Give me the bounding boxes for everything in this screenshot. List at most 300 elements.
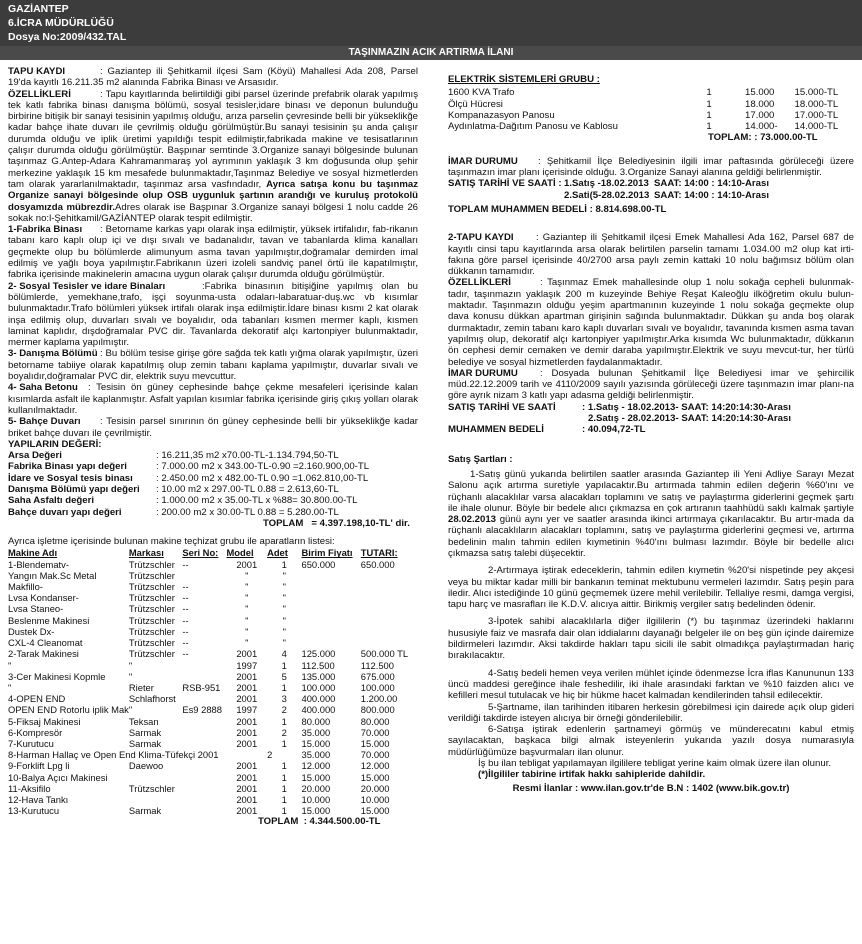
machine-cell: 70.000: [360, 726, 390, 738]
machine-cell: [182, 738, 226, 749]
machine-row: [8, 716, 418, 727]
s3-label: 3- Danışma Bölümü: [8, 348, 98, 360]
machine-cell: Sarmak: [128, 737, 162, 749]
value-amount: : 2.450.00 m2 x 482.00-TL 0.90 =1.062.810,00-TL: [156, 472, 369, 484]
machine-cell: Trützschler: [128, 648, 175, 660]
electric-cell: 17.000: [745, 109, 775, 121]
machine-cell: CXL-4 Cleanomat: [8, 637, 83, 649]
header-office: 6.İCRA MÜDÜRLÜĞÜ: [8, 17, 114, 29]
machine-cell: 2: [281, 704, 287, 716]
electric-title: ELEKTRİK SİSTEMLERİ GRUBU :: [448, 74, 600, 85]
machine-cell: 125.000: [301, 648, 336, 660]
machine-cell: 650.000: [301, 558, 336, 570]
machine-cell: 2001: [236, 793, 258, 805]
machine-row: [8, 738, 418, 749]
machine-cell: ": [245, 581, 249, 593]
machine-cell: [301, 592, 360, 603]
section-5: [8, 416, 418, 439]
machine-cell: ": [282, 614, 286, 626]
value-amount: : 1.000.00 m2 x 35.00-TL x %88= 30.800.00-TL: [156, 495, 358, 507]
machine-cell: 2: [281, 726, 287, 738]
machine-cell: 1: [281, 659, 287, 671]
ozellik-tail: Adres olarak ise Başpınar 3.Organize sanayi bölgesi 1 nolu cadde 26 sokak no:l-Şehitkamil/GAZİANTEP olarak tespit edilmiştir.: [8, 201, 419, 224]
electric-cell: Ölçü Hücresi: [448, 98, 503, 110]
machine-cell: 675.000: [360, 670, 395, 682]
machine-cell: [361, 626, 418, 637]
machine-cell: 2001: [236, 782, 258, 794]
machine-cell: ": [282, 625, 286, 637]
imar-text: : Şehitkamil İlçe Belediyesinin ilgili imar paftasında görüleceği üzere taşınmazın imar planı içerisinde olduğu. 3.Organize Sanayi alanına geldiği belirlenmiştir.: [448, 155, 854, 179]
machine-cell: 12.000: [301, 760, 331, 772]
s2-text: :Fabrika binasının bitişiğine yapılmış olan bu bölümlerde, yemekhane,trafo, işçi soyunma-usta odaları-labaratuar-duş.wc vb kısımlar bulunmaktadır.Trafo bölümleri yüksek irtifalı olarak inşa edilmiştir.İdare binası kısmı 2 kat olarak inşa edilmiş olup, duvarları sıvalı ve boyalıdır, oda tabanları kısmen mermer kaplı, kısmen laminat kaplıdır, dışdoğramalar PVC dir. Tavanlarda dekoratif alçı kartonpiyer bulunmaktadır, mermer kaplama yapılmıştır.: [8, 280, 418, 349]
machine-cell: [301, 626, 360, 637]
machine-cell: OPEN END Rotorlu iplik Mak: [8, 704, 129, 716]
machine-cell: ": [8, 681, 12, 693]
machine-cell: 10-Balya Açıcı Makinesi: [8, 771, 108, 783]
machine-cell: ": [245, 603, 249, 615]
machine-cell: 500.000 TL: [360, 648, 409, 660]
machine-cell: Dustek Dx-: [8, 625, 55, 637]
machine-row: [8, 749, 418, 760]
machine-cell: 1: [281, 760, 287, 772]
condition-1-date: 28.02.2013: [448, 514, 497, 526]
machine-cell: Lvsa Staneo-: [8, 603, 64, 615]
sale-2-time: SAAT: 14:00 : 14:10-Arası: [654, 189, 769, 201]
value-label: Arsa Değeri: [8, 450, 62, 462]
machine-cell: [182, 760, 226, 771]
machine-row: [8, 671, 418, 682]
conditions-title: Satış Şartları :: [448, 453, 513, 465]
electric-cell: 1: [706, 109, 712, 121]
machine-cell: [361, 592, 418, 603]
machine-cell: 5-Fiksaj Makinesi: [8, 715, 81, 727]
machine-cell: 10.000: [360, 793, 390, 805]
s5-text: : Tesisin parsel sınırının ön güney cephesinde belli bir yükseklikğe kadar briket bahçe duvarı ile çevrilmiştir.: [8, 416, 418, 439]
machine-cell: ": [8, 659, 12, 671]
values-total-row: [8, 518, 410, 529]
right-column: [448, 74, 854, 794]
machine-cell: Es9 2888: [182, 704, 222, 716]
machine-cell: 3-Cer Makinesi Kopmle: [8, 670, 106, 682]
machine-cell: Lvsa Kondanser-: [8, 592, 79, 604]
section-1: [8, 224, 418, 280]
machine-cell: [182, 772, 226, 783]
machine-cell: [361, 615, 418, 626]
value-amount: : 10.00 m2 x 297.00-TL 0.88 = 2.613,60-TL: [156, 483, 339, 495]
condition-1: [448, 469, 854, 559]
machine-cell: Daewoo: [128, 760, 164, 772]
machine-row: [8, 603, 418, 614]
machine-cell: ": [245, 592, 249, 604]
electric-cell: Kompanazasyon Panosu: [448, 109, 555, 121]
electric-cell: 14.000-TL: [794, 121, 839, 133]
machine-cell: 12.000: [360, 760, 390, 772]
machine-cell: 1: [281, 793, 287, 805]
machine-cell: 1: [281, 681, 287, 693]
machine-cell: 112.500: [301, 659, 335, 671]
machine-cell: 1: [281, 805, 287, 817]
condition-5: 5-Şartname, ilan tarihinden itibaren herkesin görebilmesi için dairede açık olup gideri verildiği takdirde isteyen alıcıya bir örneği gönderilebilir.: [448, 701, 854, 724]
machine-header-cell: Seri No:: [182, 547, 219, 559]
condition-1-tail: günü aynı yer ve saatler arasında ikinci artırmaya çıkarılacaktır. Bu artır-mada da rüçhanlı alacaklıların alacakları toplamını, satış ve paylaştırma giderlerini geçmesi ve, artırma bedelinin malın tahmin edilen kıymetinin %40'ını bulması lazımdır. Böyle bir bedelle alıcı çıkmazsa satış talebi düşecektir.: [448, 514, 854, 559]
imar-paragraph: [448, 156, 854, 179]
value-label: Fabrika Binası yapı değeri: [8, 461, 127, 473]
tapu2-paragraph: [448, 232, 854, 277]
electric-cell: 1: [706, 121, 712, 133]
oz2-label: ÖZELLİKLERİ: [448, 277, 511, 289]
machine-cell: ": [282, 581, 286, 593]
machine-cell: 4: [281, 648, 287, 660]
machine-cell: 70.000: [360, 749, 390, 761]
machine-cell: 2001: [236, 693, 258, 705]
electric-cell: 1600 KVA Trafo: [448, 87, 515, 99]
machine-cell: --: [182, 625, 189, 637]
section-3: [8, 348, 418, 382]
tapu-paragraph: [8, 66, 418, 89]
electric-total-label: TOPLAM:: [708, 132, 752, 144]
electric-cell: 1: [706, 98, 712, 110]
machine-cell: 1-Blendematv-: [8, 558, 69, 570]
machine-cell: Teksan: [128, 715, 159, 727]
machine-row: [8, 783, 418, 794]
sale-times-2-table: [448, 402, 791, 436]
electric-cell: 18.000-TL: [794, 98, 839, 110]
machine-cell: 2: [267, 749, 273, 761]
machine-cell: RSB-951: [182, 681, 221, 693]
electric-row: [448, 121, 854, 132]
machine-cell: 1: [281, 782, 287, 794]
machine-cell: 2001: [236, 648, 258, 660]
machine-header-row: [8, 547, 418, 558]
s4-label: 4- Saha Betonu: [8, 382, 78, 394]
machine-cell: 3: [281, 693, 287, 705]
machine-cell: [182, 794, 226, 805]
machine-cell: [301, 615, 360, 626]
machine-cell: [182, 727, 226, 738]
electric-cell: 17.000-TL: [794, 109, 839, 121]
machine-cell: ": [128, 704, 133, 716]
machine-cell: [182, 660, 226, 671]
sale-2: 2.Sati(5-28.02.2013: [564, 189, 650, 201]
machine-cell: 1: [281, 771, 287, 783]
machine-header-cell: Model: [226, 547, 254, 559]
machine-cell: 15.000: [360, 771, 390, 783]
machine-intro: Ayrıca işletme içerisinde bulunan makine teçhizat grubu ile aparatların listesi:: [8, 536, 335, 548]
electric-row: [448, 87, 854, 98]
machine-cell: [361, 581, 418, 592]
machine-cell: 7-Kurutucu: [8, 737, 54, 749]
machine-cell: [301, 637, 360, 648]
machine-cell: 4-OPEN END: [8, 693, 66, 705]
machine-cell: 1997: [236, 704, 258, 716]
values-title: YAPILARIN DEĞERİ:: [8, 438, 102, 450]
machine-cell: Trützschler: [128, 614, 175, 626]
machine-total: : 4.344.500.00-TL: [303, 816, 381, 828]
tapu-text: : Gaziantep ili Şehitkamil ilçesi Sam (Köyü) Mahallesi Ada 208, Parsel 19'da kayıtlı 16.211.35 m2 alanında Fabrika Binası ve Arsasıdır.: [8, 66, 418, 89]
machine-header-cell: Adet: [267, 547, 288, 559]
machine-cell: [301, 603, 360, 614]
machine-cell: --: [182, 581, 189, 593]
condition-2: 2-Artırmaya iştirak edeceklerin, tahmin edilen kıymetin %20'si nispetinde pey akçesi veya bu miktar kadar milli bir bankanın teminat mektubunu vermeleri lazımdır. Satış peşin para iledir. Alıcı istediğinde 10 günü geçmemek üzere mehil verilebilir. Tellaliye resmi, damga vergisi, tapu harç ve masrafları ile K.D.V. alıcıya aittir. Birikmiş vergiler satış bedelinden ödenir.: [448, 565, 854, 611]
values-row: [8, 495, 410, 506]
machine-row: [8, 805, 418, 816]
ozellik-text: : Tapu kayıtlarında belirtildiği gibi parsel üzerinde prefabrik olarak yapılmış tek katlı fabrika binası danışma bölümü, sosyal tesisler,idare binası ve deponun bulunduğu birbirine bitişik bir sanayi tesisinin yapılmış olduğu, arıza parselin çevresinde belli bir yükseklikğe kadar bahçe ihate duvarı ile çevrilmiş olduğu görülmüştür.Bu sanayi tesisinin şu anda çalışır durumda olduğu ve iplik üretimi yapıldığı tespit edilmiştir,fabrikada makine ve tesisatlarının çalışır durumda olduğu görülmüştür. Başpınar semtinde 3.Organize sanayi bölgesinde bulunan taşınmaz G.Antep-Adara Kahramanmaraş yol ayrımının yaklaşık 3 km doğusunda olup şehir merkezine yaklaşık 15 km mesafede bulunmaktadır,Taşınmaz Belediye ve sosyal hizmetlerden tam olarak yararlanılmaktadır, taşınmaz arsa vasfındadır,: [8, 88, 418, 190]
value-label: İdare ve Sosyal tesis binası: [8, 472, 133, 484]
machine-table: [8, 547, 418, 816]
machine-cell: 2001: [236, 726, 258, 738]
ozellik-label: ÖZELLİKLERİ: [8, 88, 71, 100]
machine-row: [8, 637, 418, 648]
value-amount: : 7.000.00 m2 x 343.00-TL-0.90 =2.160.900,00-TL: [156, 461, 370, 473]
machine-cell: 1: [281, 715, 287, 727]
machine-cell: [361, 637, 418, 648]
machine-cell: ": [282, 569, 286, 581]
machine-cell: 2-Tarak Makinesi: [8, 648, 79, 660]
machine-cell: [182, 716, 226, 727]
tapu2-label: 2-TAPU KAYDI: [448, 232, 514, 244]
machine-cell: --: [182, 592, 189, 604]
machine-total-label: TOPLAM: [258, 816, 299, 828]
machine-cell: [361, 603, 418, 614]
machine-row: [8, 772, 418, 783]
machine-row: [8, 693, 418, 704]
electric-cell: 1: [706, 87, 712, 99]
machine-cell: Makfillo-: [8, 581, 43, 593]
machine-cell: Trützschler: [128, 592, 175, 604]
machine-cell: [301, 581, 360, 592]
machine-cell: 2001: [236, 670, 258, 682]
machine-cell: 11-Aksifilo: [8, 782, 51, 794]
machine-cell: ": [245, 637, 249, 649]
notice-title: TAŞINMAZIN ACIK ARTIRMA İLANI: [0, 46, 862, 60]
s4-text: : Tesisin ön güney cephesinde bahçe çekme mesafeleri içerisinde kalan kısımlarda asfalt ile kaplanmıştır. Asfalt yapılan kısımlar fabrika içerisinde giriş çıkış yolları olarak kullanılmaktadır.: [8, 382, 418, 416]
machine-cell: Trützschler: [128, 637, 175, 649]
electric-cell: Aydınlatma-Dağıtım Panosu ve Kablosu: [448, 121, 618, 133]
machine-cell: Trützschler: [128, 782, 175, 794]
s2-label: 2- Sosyal Tesisler ve idare Binaları: [8, 280, 166, 292]
ozellik-bold: Ayrıca satışa konu bu taşınmaz Organize sanayi bölgesinde olup OSB uygunluk şartının arandığı ve kuruluş protokolü dosyamızda mübrezdir.: [8, 178, 418, 213]
machine-cell: Trützschler: [128, 569, 175, 581]
s1-text: : Betorname karkas yapı olarak inşa edilmiştir, yüksek irtifalıdır, fab-rikanın tabanı karo kaplı olup içi ve dışı sıvalı ve badanalıdır, tavan ve tabanlarda klima kanalları geçmekte olup bu bölümlerde alimunyum asma tavan yapılmıştır,doğramalar demirden imal edilmiş ve yağlı boya yapılmıştır.Fabrikanın üzeri izoleli sandviç panel örtü ile kapatılmıştır, fabrika içerisinde makinelerin amacına uygun olarak çalışır durumda olduğu görülmüştür.: [8, 224, 418, 281]
machine-cell: 20.000: [301, 782, 331, 794]
machine-cell: [182, 805, 226, 816]
machine-row: [8, 559, 418, 570]
machine-cell: 650.000: [360, 558, 395, 570]
machine-cell: 12-Hava Tankı: [8, 793, 69, 805]
electric-total-row: [448, 132, 854, 143]
tapu2-text: : Gaziantep ili Şehitkamil ilçesi Emek Mahallesi Ada 162, Parsel 687 de kayıtlı cinsi tapu kayıtlarında arsa olarak belirtilen parselin tamamı 1.034.00 m2 olup kat irti-fakına göre parsel içerisinde 40/2700 arsa paylı zemin kattaki 10 nolu bağımsız bölüm olan dükkanın tamamıdır.: [448, 232, 854, 278]
machine-cell: [182, 693, 226, 704]
machine-cell: 80.000: [360, 715, 390, 727]
machine-cell: --: [182, 648, 189, 660]
machine-row: [8, 570, 418, 581]
sale2-label: SATIŞ TARİHİ VE SAATİ: [448, 401, 556, 413]
oz2-text: : Taşınmaz Emek mahallesinde olup 1 nolu sokağa cepheli bulunmak-tadır, taşınmazın yaklaşık 200 m kuzeyinde Behiye Reşat Kaleoğlu ilköğretim okulu bulun-maktadır. Taşınmazın olduğu yeşim apartmanının kuzeyinde 1 nolu sokağa geçmekte olup dava konusu dükkan apartman girişinin sağında bulunmaktadır. Dükkan şu anda boş olarak durmaktadır, zemin tabanı karo kaplı duvarları sıvalı ve boyalıdır, tavanında kısmen asma tavan yapılmış olup, dekoratif alçı kartonpiyer yapılmıştır.Arka kısımda Wc bulunmaktadır, dükkanın ön cephesi demir cemaken ve demir daraba yapılmıştır.Elektrik ve suyu mevcut-tur, her türlü belediye ve sosyal hizmetlerden faydalanmaktadır.: [448, 277, 854, 368]
values-row: [8, 461, 410, 472]
machine-cell: Trützschler: [128, 581, 175, 593]
machine-cell: Rieter: [128, 681, 154, 693]
machine-row: [8, 760, 418, 771]
machine-cell: ": [245, 569, 249, 581]
machine-cell: [129, 794, 182, 805]
sale-1-time: SAAT: 14:00 : 14:10-Arası: [654, 178, 769, 190]
machine-cell: Yangın Mak.Sc Metal: [8, 569, 97, 581]
machine-row: [8, 626, 418, 637]
electric-cell: 15.000-TL: [794, 87, 839, 99]
imar2-paragraph: [448, 368, 854, 402]
machine-total-row: [8, 816, 418, 827]
s3-text: : Bu bölüm tesise girişe göre sağda tek katlı yığma olarak yapılmıştır, üzeri betorname tabiiye olarak kapatılmış olup zemin tabanı kaplama yapılmıştır, duvarlar sıvalı ve boyalıdır,doğramalar PVC dir, elektrik suyu mevcuttur.: [8, 348, 418, 383]
machine-cell: ": [282, 592, 286, 604]
machine-cell: 2001: [236, 558, 258, 570]
machine-cell: 15.000: [360, 737, 390, 749]
machine-cell: 6-Kompresör: [8, 726, 63, 738]
machine-cell: [182, 671, 226, 682]
machine-cell: 13-Kurutucu: [8, 805, 60, 817]
machine-cell: 20.000: [360, 782, 390, 794]
machine-cell: Schlafhorst: [128, 693, 176, 705]
machine-cell: 9-Forklift Lpg li: [8, 760, 70, 772]
machine-cell: 10.000: [301, 793, 331, 805]
machine-cell: ": [128, 659, 133, 671]
machine-cell: 5: [281, 670, 287, 682]
condition-1-text: 1-Satış günü yukarıda belirtilen saatler arasında Gaziantep ili Yeni Adliye Sarayı Mezat Salonu açık artırma suretiyle yapılacaktır.Bu artırmada tahmin edilen değerin %60'ını ve rüçhanlı alacaklılar varsa alacakları toplamını ve satış ve paylaştırma giderlerini geçmek şartı ile ihale olunur. Böyle bir bedele alıcı çıkmazsa en çok artıranın taahhüdü saklı kalmak şartiyle: [448, 468, 854, 514]
machine-row: [8, 727, 418, 738]
machine-cell: --: [182, 614, 189, 626]
machine-cell: ": [282, 603, 286, 615]
machine-cell: 15.000: [301, 737, 331, 749]
machine-cell: 35.000: [301, 726, 331, 738]
value-label: Danışma Bölümü yapı değeri: [8, 483, 140, 495]
machine-header-cell: Markası: [128, 547, 164, 559]
machine-cell: Trützschler: [128, 625, 175, 637]
value-label: Saha Asfaltı değeri: [8, 495, 95, 507]
condition-7: İş bu ilan tebligat yapılamayan ilgililere tebligat yerine kaim olmak üzere ilan olunur.: [478, 758, 832, 770]
machine-cell: ": [245, 625, 249, 637]
machine-cell: 8-Harman Hallaç ve Open End Klima-Tüfekçi 2001: [8, 749, 219, 761]
machine-cell: [182, 783, 226, 794]
values-table: [8, 450, 410, 529]
imar2-label: İMAR DURUMU: [448, 367, 518, 379]
machine-cell: 80.000: [301, 715, 331, 727]
machine-cell: 100.000: [301, 681, 336, 693]
header-city: GAZİANTEP: [8, 3, 69, 15]
sale-label: SATIŞ TARİHİ VE SAATİ :: [448, 178, 562, 190]
sale-times-table: [448, 178, 769, 201]
official-announcement-line: Resmi İlanlar : www.ilan.gov.tr'de B.N : 1402 (www.bik.gov.tr): [512, 782, 790, 794]
machine-cell: ": [245, 614, 249, 626]
electric-cell: 14.000-: [745, 121, 778, 133]
machine-cell: ": [128, 670, 133, 682]
machine-cell: Trützschler: [128, 603, 175, 615]
electric-cell: 18.000: [745, 98, 775, 110]
machine-cell: 400.000: [301, 693, 336, 705]
machine-cell: 2001: [236, 681, 258, 693]
machine-cell: Trützschler: [128, 558, 175, 570]
machine-cell: --: [182, 637, 189, 649]
machine-cell: Sarmak: [128, 805, 162, 817]
electric-table: [448, 87, 854, 132]
imar-label: İMAR DURUMU: [448, 155, 518, 167]
machine-cell: Sarmak: [128, 726, 162, 738]
electric-cell: 15.000: [745, 87, 775, 99]
appraisal2-label: MUHAMMEN BEDELİ: [448, 424, 544, 436]
condition-6: 6-Satışa iştirak edenlerin şartnameyi görmüş ve münderecatını kabul etmiş sayılacaktan, başkaca bilgi almak isteyenlerin yukarıda yazılı dosya numarasıyla müdürlüğümüze başvurmaları ilan olunur.: [448, 724, 854, 758]
values-total: = 4.397.198,10-TL' dir.: [311, 517, 410, 529]
machine-cell: 15.000: [301, 805, 331, 817]
machine-cell: 2001: [236, 737, 258, 749]
machine-header-cell: TUTARI:: [360, 547, 398, 559]
sale-1: 1.Satış -18.02.2013: [564, 178, 649, 190]
values-row: [8, 450, 410, 461]
machine-row: [8, 704, 418, 715]
appraisal2: : 40.094,72-TL: [582, 424, 646, 436]
electric-total: : 73.000.00-TL: [754, 132, 818, 144]
machine-cell: 1: [281, 558, 287, 570]
machine-cell: 35.000: [301, 749, 331, 761]
values-row: [8, 484, 410, 495]
machine-cell: 1997: [236, 659, 258, 671]
machine-cell: ": [282, 637, 286, 649]
condition-3: 3-İpotek sahibi alacaklılarla diğer ilgililerin (*) bu taşınmaz üzerindeki haklarını hususiyle faiz ve masrafa dair olan iddialarını dayanağı belgeler ile on beş gün içinde dairemize bildirmeleri lazımdır. Aksi takdirde hakları tapu sicili ile sabit olmadıkça paylaştırmadan hariç bırakılacaktır.: [448, 616, 854, 662]
machine-cell: [301, 570, 360, 581]
machine-cell: Beslenme Makinesi: [8, 614, 90, 626]
oz2-paragraph: [448, 277, 854, 367]
machine-row: [8, 794, 418, 805]
s5-label: 5- Bahçe Duvarı: [8, 416, 81, 428]
machine-cell: --: [182, 603, 189, 615]
machine-row: [8, 615, 418, 626]
sale2-2: 2.Satış - 28.02.2013- SAAT: 14:20:14:30-Arası: [588, 413, 791, 425]
machine-cell: 135.000: [301, 670, 336, 682]
condition-4: 4-Satış bedeli hemen veya verilen mühlet içinde ödenmezse İcra iflas Kanununun 133 üncü maddesi gereğince ihale feshedilir, iki ihale arasındaki farktan ve %10 faizden alıcı ve kefilleri mesul tutulacak ve hiç bir hükme hacet kalmadan kendilerinden tahsil edilecektir.: [448, 667, 854, 702]
value-amount: : 16.211,35 m2 x70.00-TL-1.134.794,50-TL: [156, 450, 339, 462]
machine-cell: 2001: [236, 771, 258, 783]
machine-row: [8, 592, 418, 603]
header-bar: [0, 0, 862, 46]
value-label: Bahçe duvarı yapı değeri: [8, 506, 122, 518]
machine-cell: [129, 772, 182, 783]
electric-row: [448, 99, 854, 110]
machine-row: [8, 660, 418, 671]
tapu-label: TAPU KAYDI: [8, 66, 66, 77]
machine-cell: 1.200.00: [360, 693, 398, 705]
machine-cell: 1: [281, 737, 287, 749]
machine-cell: 2001: [236, 805, 258, 817]
machine-cell: 2001: [236, 715, 258, 727]
machine-cell: --: [182, 558, 189, 570]
condition-8: (*)İlgililer tabirine irtifak hakkı sahipleride dahildir.: [478, 769, 706, 781]
machine-cell: 112.500: [360, 659, 394, 671]
header-file-number: Dosya No:2009/432.TAL: [8, 31, 127, 43]
s1-label: 1-Fabrika Binası: [8, 224, 83, 236]
machine-row: [8, 682, 418, 693]
electric-row: [448, 110, 854, 121]
machine-cell: 2001: [236, 760, 258, 772]
left-column: [8, 66, 418, 828]
machine-cell: 800.000: [360, 704, 395, 716]
machine-row: [8, 648, 418, 659]
section-2: [8, 281, 418, 349]
total-appraisal: TOPLAM MUHAMMEN BEDELİ : 8.814.698.00-TL: [448, 203, 667, 215]
machine-row: [8, 581, 418, 592]
machine-cell: 15.000: [360, 805, 390, 817]
machine-cell: [182, 570, 226, 581]
ozellik-paragraph: [8, 89, 418, 225]
machine-header-cell: Makine Adı: [8, 547, 58, 559]
values-total-label: TOPLAM: [263, 517, 304, 529]
section-4: [8, 382, 418, 416]
